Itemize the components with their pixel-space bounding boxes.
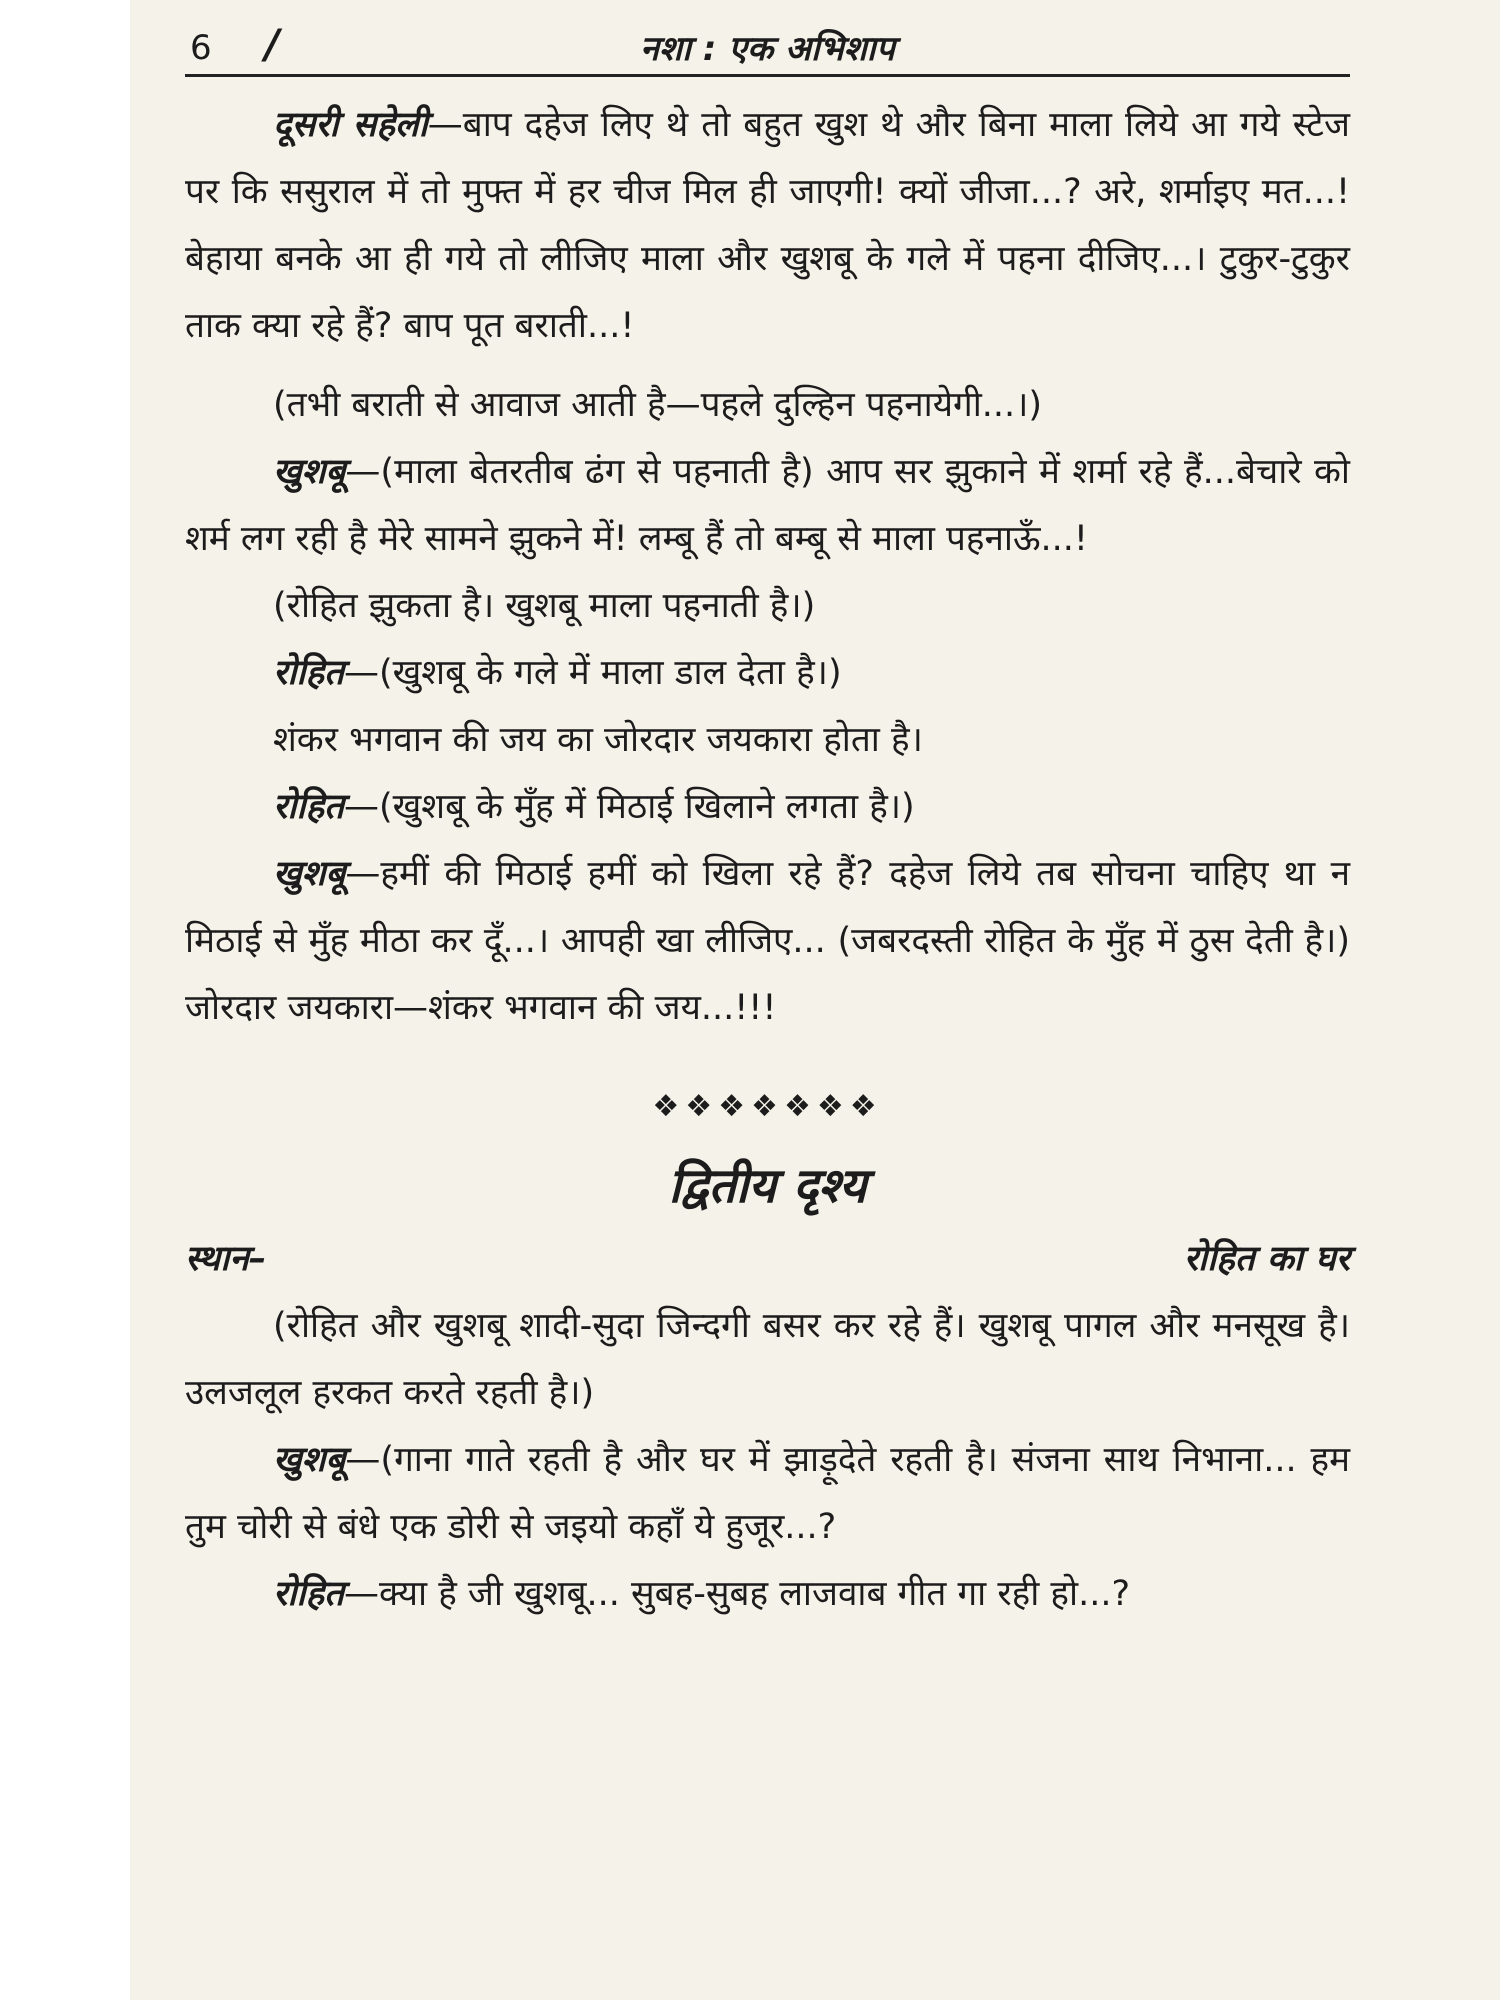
paragraph: [185, 1427, 1350, 1561]
paragraph: [185, 640, 1350, 707]
page-number: 6: [190, 28, 212, 68]
stage-direction: शंकर भगवान की जय का जोरदार जयकारा होता है।: [273, 720, 923, 760]
header-separator: /: [265, 22, 280, 68]
dialogue-text: —(खुशबू के गले में माला डाल देता है।): [343, 653, 842, 693]
speaker-name: खुशबू: [273, 452, 346, 492]
paragraph: [185, 92, 1350, 360]
page-body: [185, 92, 1350, 1628]
dialogue-text: —हमीं की मिठाई हमीं को खिला रहे हैं? दहेज लिये तब सोचना चाहिए था न मिठाई से मुँह मीठा कर दूँ...। आपही खा लीजिए... (जबरदस्ती रोहित के मुँह में ठुस देती है।) जोरदार जयकारा—शंकर भगवान की जय...!!!: [185, 854, 1350, 1028]
speaker-name: रोहित: [273, 787, 344, 827]
running-title: नशा : एक अभिशाप: [640, 29, 895, 69]
dialogue-text: —क्या है जी खुशबू... सुबह-सुबह लाजवाब गीत गा रही हो...?: [343, 1574, 1131, 1614]
speaker-name: रोहित: [273, 1574, 344, 1614]
speaker-name: रोहित: [273, 653, 344, 693]
speaker-name: खुशबू: [273, 1440, 346, 1480]
dialogue-text: —(खुशबू के मुँह में मिठाई खिलाने लगता है।): [343, 787, 915, 827]
dialogue-text: —(माला बेतरतीब ढंग से पहनाती है) आप सर झुकाने में शर्मा रहे हैं...बेचारे को शर्म लग रही है मेरे सामने झुकने में! लम्बू हैं तो बम्बू से माला पहनाऊँ...!: [185, 452, 1350, 559]
stage-direction: (रोहित झुकता है। खुशबू माला पहनाती है।): [273, 586, 816, 626]
paragraph: [185, 774, 1350, 841]
stage-direction: (रोहित और खुशबू शादी-सुदा जिन्दगी बसर कर रहे हैं। खुशबू पागल और मनसूख है। उलजलूल हरकत करते रहती है।): [185, 1306, 1350, 1413]
paragraph: [185, 841, 1350, 1042]
section-divider: ❖❖❖❖❖❖❖: [652, 1089, 883, 1124]
paragraph: [185, 439, 1350, 573]
scene-place: [185, 1226, 1350, 1293]
place-value: रोहित का घर: [1183, 1239, 1350, 1279]
dialogue-text: —(गाना गाते रहती है और घर में झाड़ूदेते रहती है। संजना साथ निभाना... हम तुम चोरी से बंधे एक डोरी से जइयो कहाँ ये हुजूर...?: [185, 1440, 1350, 1547]
place-label: स्थान–: [185, 1239, 267, 1279]
paragraph: [185, 1561, 1350, 1628]
speaker-name: दूसरी सहेली: [273, 105, 428, 145]
speaker-name: खुशबू: [273, 854, 346, 894]
scene-title: द्वितीय दृश्य: [668, 1158, 867, 1214]
dialogue-text: —बाप दहेज लिए थे तो बहुत खुश थे और बिना माला लिये आ गये स्टेज पर कि ससुराल में तो मुफ्त में हर चीज मिल ही जाएगी! क्यों जीजा...? अरे, शर्माइए मत...! बेहाया बनके आ ही गये तो लीजिए माला और खुशबू के गले में पहना दीजिए...। टुकुर-टुकुर ताक क्या रहे हैं? बाप पूत बराती...!: [185, 105, 1350, 346]
page-header: [185, 24, 1350, 77]
stage-direction: (तभी बराती से आवाज आती है—पहले दुल्हिन पहनायेगी...।): [273, 385, 1043, 425]
